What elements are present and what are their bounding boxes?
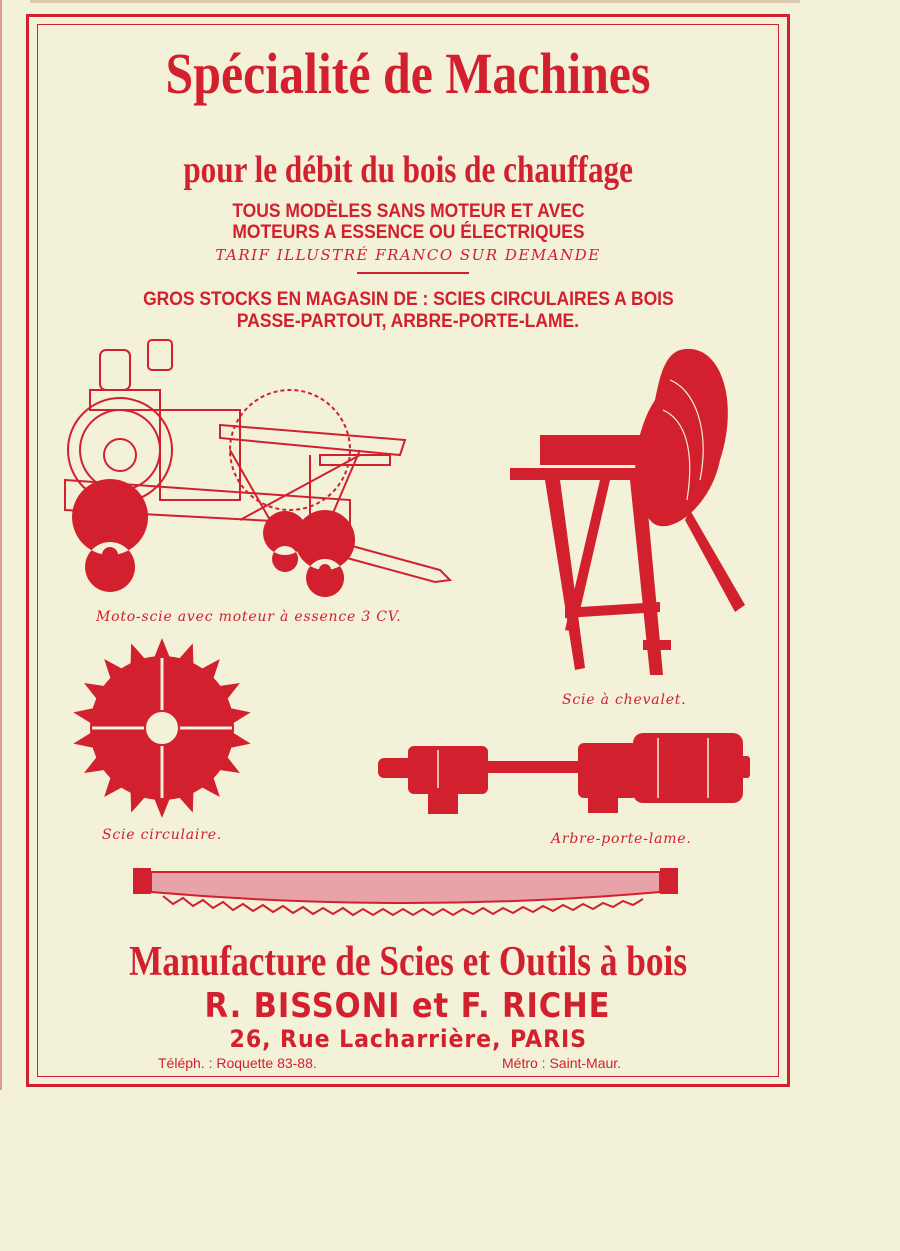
- moto-scie-illustration: [60, 330, 460, 600]
- tarif-line: TARIF ILLUSTRÉ FRANCO SUR DEMANDE: [215, 246, 601, 264]
- ad-subtitle: pour le débit du bois de chauffage: [183, 149, 633, 191]
- divider-rule: [357, 272, 469, 274]
- manufacture-heading: Manufacture de Scies et Outils à bois: [129, 939, 687, 985]
- company-address: 26, Rue Lacharrière, PARIS: [229, 1025, 587, 1053]
- ad-title: Spécialité de Machines: [165, 41, 651, 106]
- telephone-line: Téléph. : Roquette 83-88.: [158, 1055, 317, 1071]
- scie-circulaire-illustration: [70, 636, 255, 821]
- arbre-porte-lame-illustration: [378, 728, 753, 818]
- scie-chevalet-illustration: [505, 340, 765, 685]
- scie-chevalet-caption: Scie à chevalet.: [562, 692, 687, 708]
- company-names: R. BISSONI et F. RICHE: [205, 986, 611, 1026]
- page-edge-top: [30, 0, 800, 3]
- passe-partout-saw-illustration: [133, 864, 678, 922]
- page-edge-left: [0, 0, 2, 1090]
- models-line-1: TOUS MODÈLES SANS MOTEUR ET AVEC: [231, 201, 585, 222]
- stocks-line-2: PASSE-PARTOUT, ARBRE-PORTE-LAME.: [236, 311, 580, 332]
- arbre-porte-lame-caption: Arbre-porte-lame.: [551, 831, 692, 847]
- stocks-line-1: GROS STOCKS EN MAGASIN DE : SCIES CIRCULAIRES A BOIS: [142, 289, 674, 310]
- models-line-2: MOTEURS A ESSENCE OU ÉLECTRIQUES: [231, 222, 585, 243]
- scie-circulaire-caption: Scie circulaire.: [102, 827, 223, 843]
- moto-scie-caption: Moto-scie avec moteur à essence 3 CV.: [96, 609, 402, 625]
- metro-line: Métro : Saint-Maur.: [502, 1055, 622, 1071]
